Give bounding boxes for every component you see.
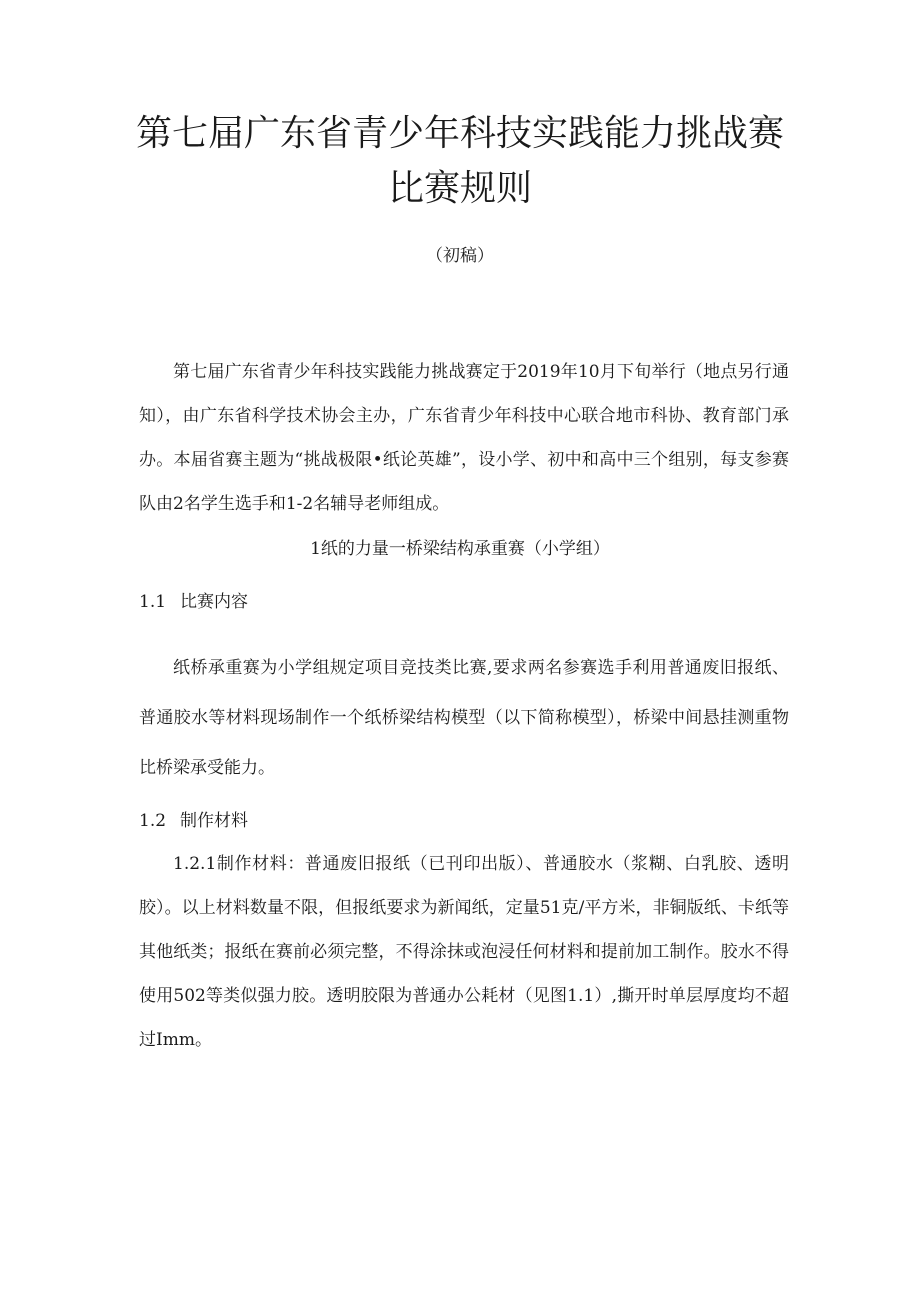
section-1-2-heading [139,809,248,833]
section-1-1-title: 比赛内容 [180,592,249,612]
intro-paragraph: 第七届广东省青少年科技实践能力挑战赛定于2019年10月下旬举行（地点另行通知），由广东省科学技术协会主办，广东省青少年科技中心联合地市科协、教育部门承办。本届省赛主题为“挑战极限•纸论英雄”，设小学、初中和高中三个组别，每支参赛队由2名学生选手和1-2名辅导老师组成。 [139,362,789,514]
document-title-line-1: 第七届广东省青少年科技实践能力挑战赛 [135,113,784,154]
section-1-1-number: 1.1 [139,592,167,612]
section-1-1-heading [139,590,248,614]
section-1-2-number: 1.2 [139,811,167,831]
section-1-1-body: 纸桥承重赛为小学组规定项目竞技类比赛,要求两名参赛选手利用普通废旧报纸、普通胶水等材料现场制作一个纸桥梁结构模型（以下简称模型），桥梁中间悬挂测重物比桥梁承受能力。 [139,658,789,778]
document-title-line-2: 比赛规则 [387,168,532,209]
section-1-title: 1纸的力量一桥梁结构承重赛（小学组） [310,539,610,559]
section-1-2-1-body: 1.2.1制作材料：普通废旧报纸（已刊印出版）、普通胶水（浆糊、白乳胶、透明胶）。以上材料数量不限，但报纸要求为新闻纸，定量51克/平方米，非铜版纸、卡纸等其他纸类；报纸在赛前必须完整，不得涂抹或泡浸任何材料和提前加工制作。胶水不得使用502等类似强力胶。透明胶限为普通办公耗材（见图1.1）,撕开时单层厚度均不超过Imm。 [139,854,789,1050]
draft-label: （初稿） [426,246,494,266]
section-1-2-title: 制作材料 [180,811,249,831]
